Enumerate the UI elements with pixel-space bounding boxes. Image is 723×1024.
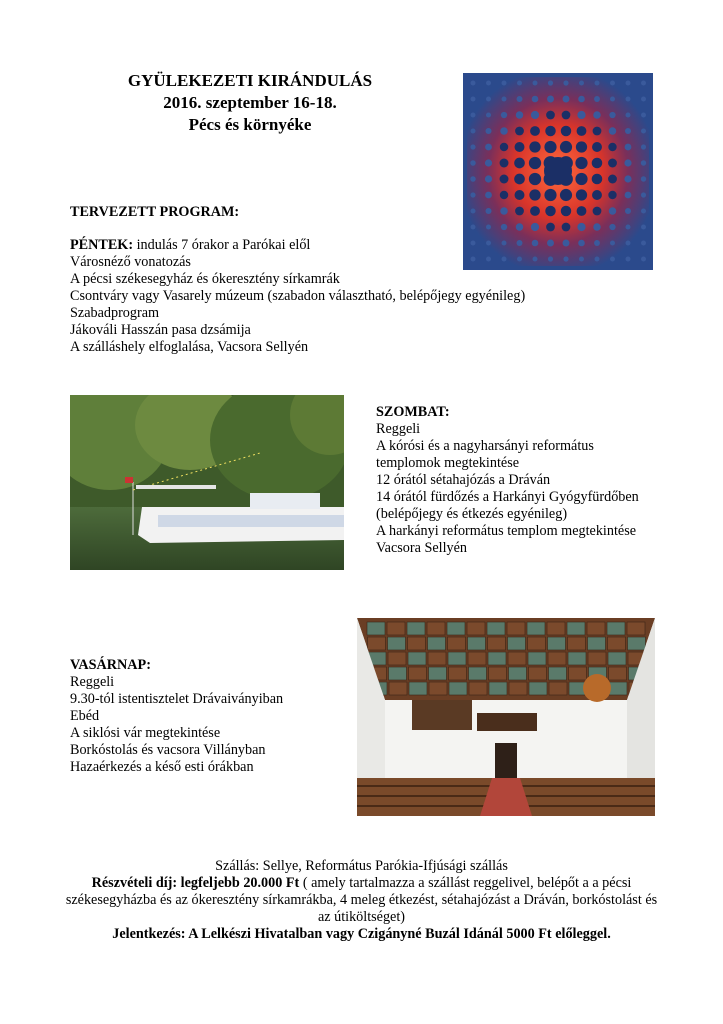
- footer-info: [60, 858, 663, 943]
- friday-section: [70, 237, 525, 356]
- saturday-item: Reggeli: [376, 421, 421, 437]
- sunday-item: Reggeli: [70, 674, 115, 690]
- title-line-2: 2016. szeptember 16-18.: [163, 93, 337, 112]
- saturday-item: Vacsora Sellyén: [376, 540, 468, 556]
- saturday-item: (belépőjegy és étkezés egyénileg): [376, 506, 568, 522]
- saturday-item: A kórósi és a nagyharsányi református: [376, 438, 594, 454]
- fee-label: Részvételi díj: legfeljebb 20.000 Ft: [91, 875, 300, 891]
- friday-label: PÉNTEK:: [70, 237, 134, 253]
- lodging-line: Szállás: Sellye, Református Parókia-Ifjúsági szállás: [215, 858, 508, 874]
- registration-line: Jelentkezés: A Lelkészi Hivatalban vagy Czigányné Buzál Idánál 5000 Ft előleggel.: [112, 926, 611, 942]
- saturday-item: A harkányi református templom megtekintése: [376, 523, 637, 539]
- title-line-3: Pécs és környéke: [188, 115, 312, 134]
- river-boat-photo: [70, 395, 344, 570]
- sunday-item: A siklósi vár megtekintése: [70, 725, 221, 741]
- sunday-item: Borkóstolás és vacsora Villányban: [70, 742, 266, 758]
- sunday-section: [70, 657, 283, 776]
- friday-item: Csontváry vagy Vasarely múzeum (szabadon választható, belépőjegy egyénileg): [70, 288, 526, 304]
- page-title: [90, 70, 410, 136]
- saturday-item: 14 órától fürdőzés a Harkányi Gyógyfürdőben: [376, 489, 639, 505]
- friday-item: A szálláshely elfoglalása, Vacsora Sellyén: [70, 339, 309, 355]
- church-interior-photo: [357, 618, 655, 816]
- saturday-label: SZOMBAT:: [376, 404, 450, 420]
- fee-text: ( amely tartalmazza a szállást reggelivel, belépőt a a pécsi székesegyházba és az ókeresztény sírkamrákba, 4 meleg étkezést, sétahajózást a Dráván, borkóstolást és az útiköltséget): [65, 875, 658, 925]
- friday-item: A pécsi székesegyház és ókeresztény sírkamrák: [70, 271, 340, 287]
- sunday-item: Hazaérkezés a késő esti órákban: [70, 759, 254, 775]
- sunday-label: VASÁRNAP:: [70, 657, 151, 673]
- saturday-item: 12 órától sétahajózás a Dráván: [376, 472, 551, 488]
- sunday-item: Ebéd: [70, 708, 100, 724]
- sunday-item: 9.30-tól istentisztelet Drávaiványiban: [70, 691, 284, 707]
- friday-first: indulás 7 órakor a Parókai elől: [133, 237, 311, 253]
- title-line-1: GYÜLEKEZETI KIRÁNDULÁS: [127, 71, 373, 90]
- saturday-section: [376, 404, 639, 557]
- friday-item: Városnéző vonatozás: [70, 254, 191, 270]
- friday-item: Jákováli Hasszán pasa dzsámija: [70, 322, 251, 338]
- program-heading: TERVEZETT PROGRAM:: [70, 204, 240, 220]
- friday-item: Szabadprogram: [70, 305, 160, 321]
- saturday-item: templomok megtekintése: [376, 455, 520, 471]
- fee-paragraph: [60, 875, 663, 926]
